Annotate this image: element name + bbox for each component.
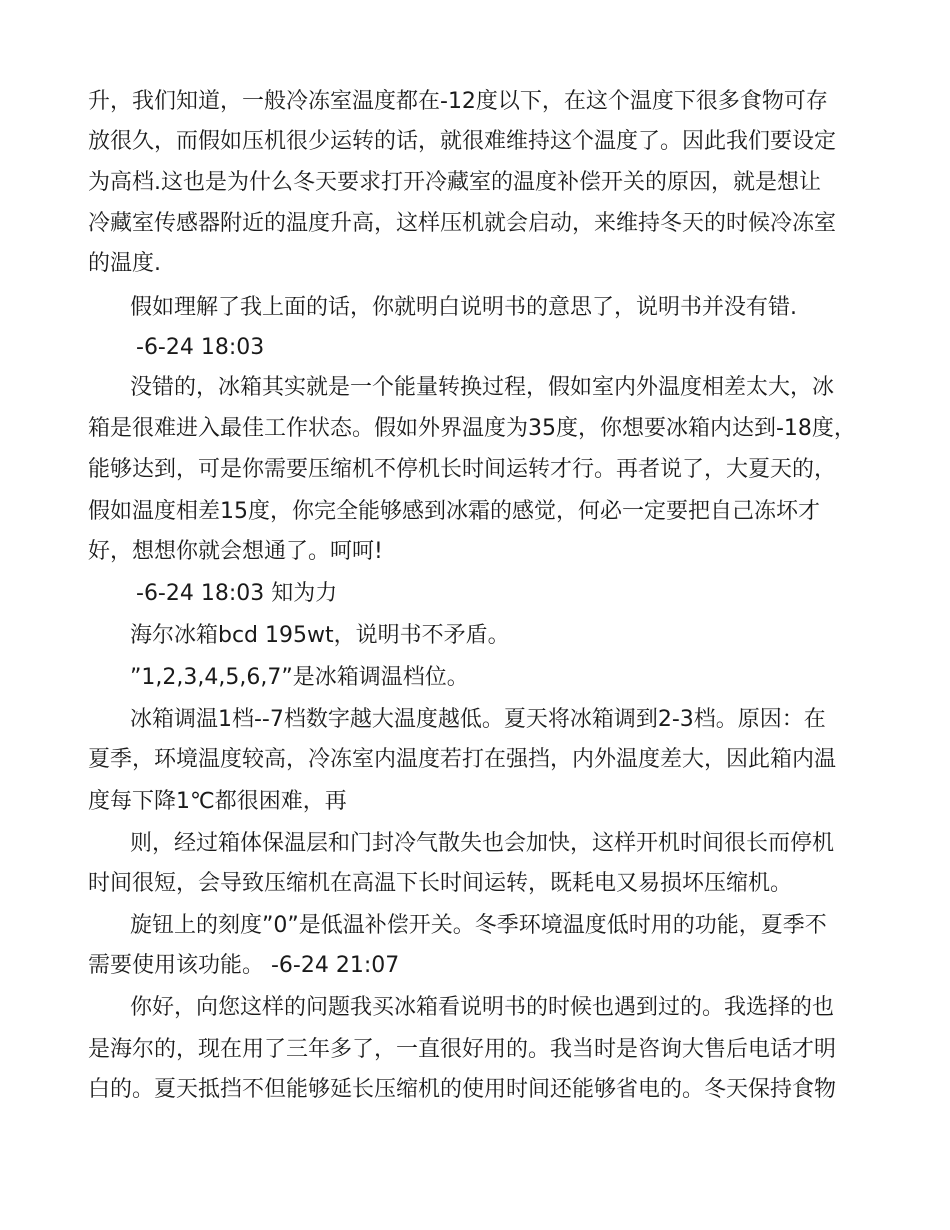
text-line: 冰箱调温1档--7档数字越大温度越低。夏天将冰箱调到2-3档。原因：在 — [130, 707, 826, 732]
text-line: 旋钮上的刻度”0”是低温补偿开关。冬季环境温度低时用的功能，夏季不 — [130, 913, 827, 938]
text-line: 假如理解了我上面的话，你就明白说明书的意思了，说明书并没有错. — [130, 295, 797, 320]
text-line: 升，我们知道，一般冷冻室温度都在-12度以下，在这个温度下很多食物可存 — [88, 89, 828, 114]
text-line: 放很久，而假如压机很少运转的话，就很难维持这个温度了。因此我们要设定 — [88, 129, 837, 154]
text-line: 海尔冰箱bcd 195wt，说明书不矛盾。 — [130, 623, 510, 648]
timestamp-line: -6-24 18:03 知为力 — [136, 581, 338, 606]
timestamp-line: -6-24 18:03 — [136, 335, 265, 360]
text-line: 需要使用该功能。 -6-24 21:07 — [88, 953, 400, 978]
text-line: 夏季，环境温度较高，冷冻室内温度若打在强挡，内外温度差大，因此箱内温 — [88, 747, 837, 772]
text-line: 假如温度相差15度，你完全能够感到冰霜的感觉，何必一定要把自己冻坏才 — [88, 499, 820, 524]
text-line: 为高档.这也是为什么冬天要求打开冷藏室的温度补偿开关的原因，就是想让 — [88, 170, 821, 195]
text-line: 能够达到，可是你需要压缩机不停机长时间运转才行。再者说了，大夏天的， — [88, 457, 837, 482]
text-line: 箱是很难进入最佳工作状态。假如外界温度为35度，你想要冰箱内达到-18度， — [88, 416, 856, 441]
text-line: 度每下降1℃都很困难，再 — [88, 789, 347, 814]
text-line: 好，想想你就会想通了。呵呵! — [88, 539, 383, 564]
text-line: ”1,2,3,4,5,6,7”是冰箱调温档位。 — [130, 665, 469, 690]
text-line: 则，经过箱体保温层和门封冷气散失也会加快，这样开机时间很长而停机 — [130, 831, 835, 856]
text-line: 的温度. — [88, 251, 161, 276]
text-line: 你好，向您这样的问题我买冰箱看说明书的时候也遇到过的。我选择的也 — [130, 995, 835, 1020]
text-line: 白的。夏天抵挡不但能够延长压缩机的使用时间还能够省电的。冬天保持食物 — [88, 1077, 837, 1102]
text-line: 没错的，冰箱其实就是一个能量转换过程，假如室内外温度相差太大，冰 — [130, 375, 835, 400]
text-line: 冷藏室传感器附近的温度升高，这样压机就会启动，来维持冬天的时候冷冻室 — [88, 211, 837, 236]
text-line: 是海尔的，现在用了三年多了，一直很好用的。我当时是咨询大售后电话才明 — [88, 1037, 837, 1062]
text-line: 时间很短，会导致压缩机在高温下长时间运转，既耗电又易损坏压缩机。 — [88, 871, 793, 896]
